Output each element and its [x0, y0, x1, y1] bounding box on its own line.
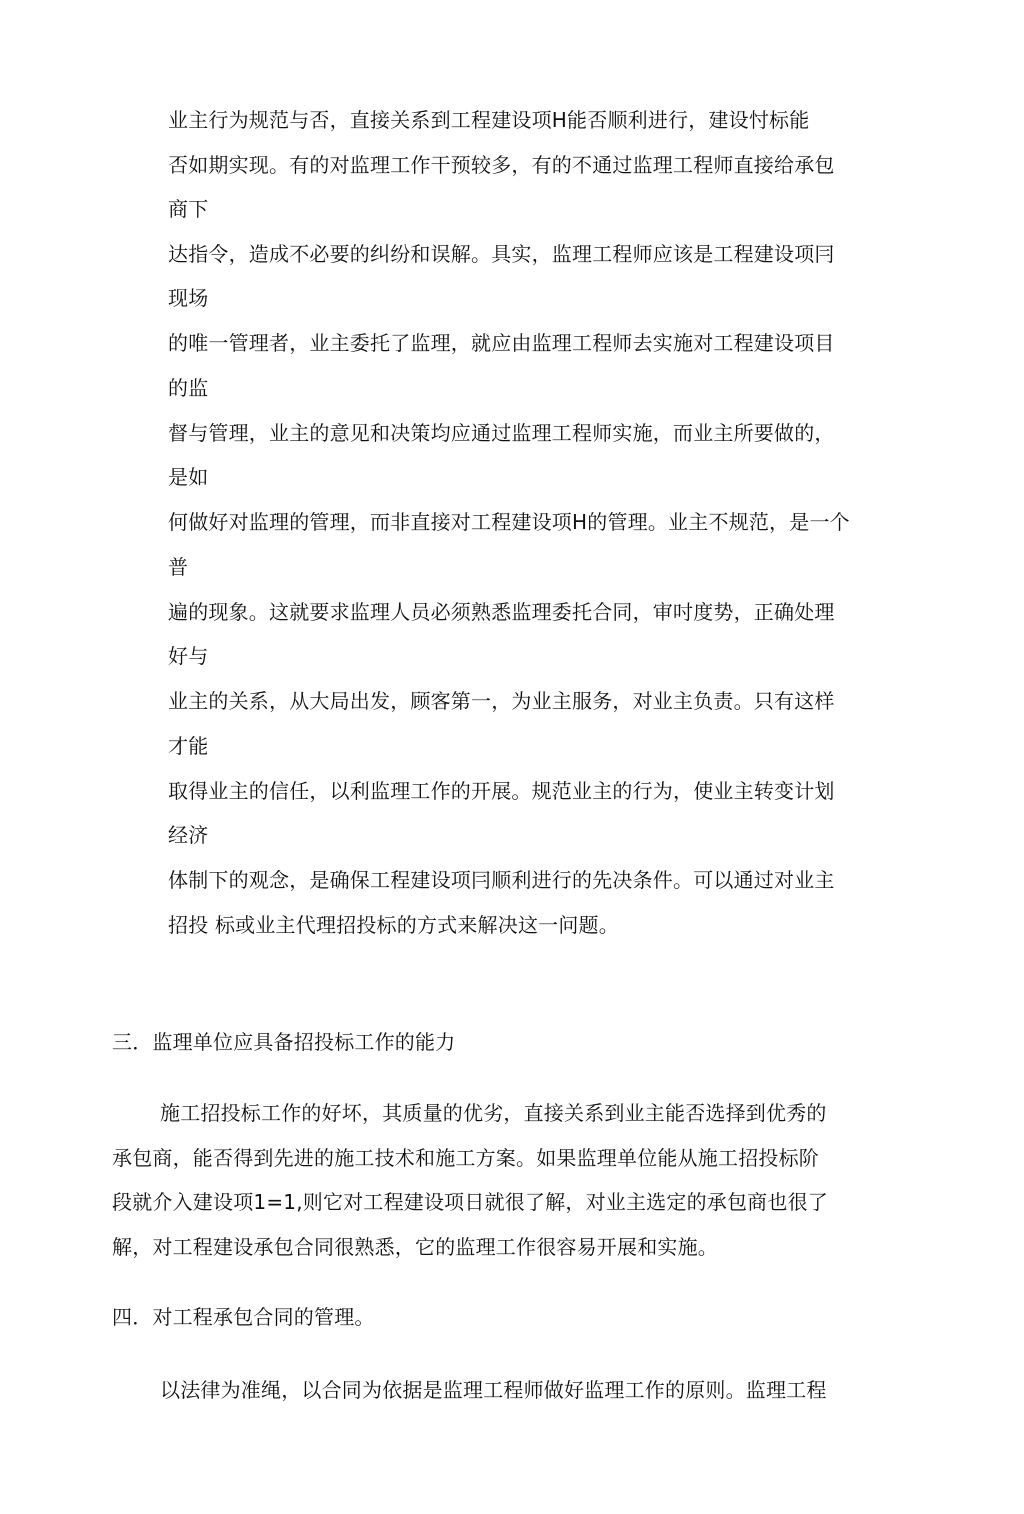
paragraph-line: 达指令，造成不必要的纠纷和误解。具实，监理工程师应该是工程建设项冃	[168, 242, 835, 266]
paragraph-line: 督与管理，业主的意见和决策均应通过监理工程师实施，而业主所要做的，	[168, 421, 835, 445]
section-heading-4: 四．对工程承包合同的管理。	[112, 1305, 375, 1329]
paragraph-line: 否如期实现。有的对监理工作干预较多，有的不通过监理工程师直接给承包	[168, 153, 835, 177]
paragraph-line: 经济	[168, 823, 209, 847]
paragraph-line: 遍的现象。这就要求监理人员必须熟悉监理委托合同，审吋度势，正确处理	[168, 600, 835, 624]
paragraph-line: 业主的关系，从大局出发，顾客第一，为业主服务，对业主负责。只有这样	[168, 689, 835, 713]
paragraph-line: 才能	[168, 734, 209, 758]
paragraph-line: 段就介入建设项1=1,则它对工程建设项日就很了解，对业主选定的承包商也很了	[112, 1190, 828, 1214]
paragraph-line: 取得业主的信任，以利监理工作的开展。规范业主的行为，使业主转变计划	[168, 779, 835, 803]
paragraph-line: 解，对工程建设承包合同很熟悉，它的监理工作很容易开展和实施。	[112, 1235, 718, 1259]
paragraph-line: 施工招投标工作的好坏，其质量的优劣，直接关系到业主能否选择到优秀的	[160, 1101, 827, 1125]
paragraph-line: 招投 标或业主代理招投标的方式来解决这一问题。	[168, 913, 619, 937]
paragraph-line: 的唯一管理者，业主委托了监理，就应由监理工程师去实施对工程建设项目	[168, 331, 835, 355]
paragraph-line: 何做好对监理的管理，而非直接对工程建设项H的管理。业主不规范，是一个	[168, 510, 850, 534]
paragraph-line: 业主行为规范与否，直接关系到工程建设项H能否顺利进行，建设忖标能	[168, 108, 810, 132]
paragraph-line: 的监	[168, 376, 209, 400]
paragraph-line: 以法律为准绳，以合同为依据是监理工程师做好监理工作的原则。监理工程	[160, 1378, 827, 1402]
paragraph-line: 体制下的观念，是确保工程建设项冃顺利进行的先决条件。可以通过对业主	[168, 868, 835, 892]
paragraph-line: 是如	[168, 465, 209, 489]
section-heading-3: 三．监理单位应具备招投标工作的能力	[112, 1030, 456, 1054]
paragraph-line: 普	[168, 555, 189, 579]
paragraph-line: 现场	[168, 286, 209, 310]
paragraph-line: 商下	[168, 197, 209, 221]
paragraph-line: 好与	[168, 644, 209, 668]
paragraph-line: 承包商，能否得到先进的施工技术和施工方案。如果监理单位能从施工招投标阶	[112, 1146, 819, 1170]
